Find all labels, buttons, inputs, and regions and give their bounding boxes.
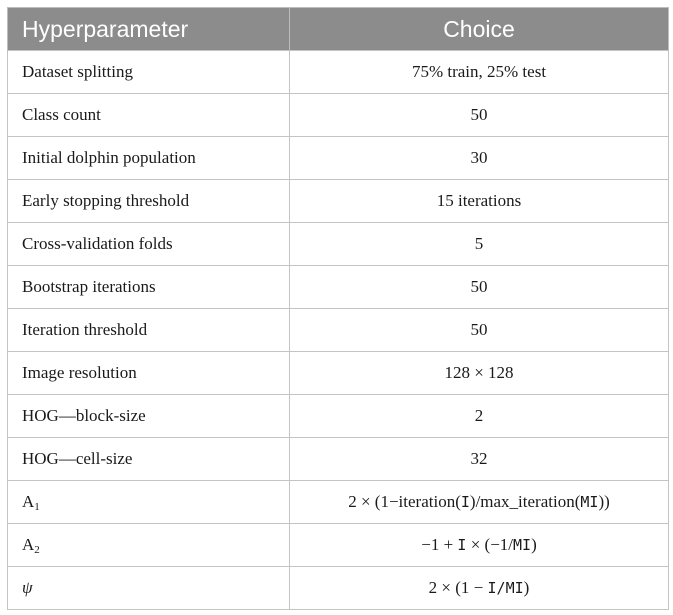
choice-cell: 50 [290, 266, 669, 309]
formula-mono: I [460, 493, 470, 511]
subscript-2: 2 [34, 543, 40, 556]
formula-part: × (−1/ [466, 535, 514, 554]
formula-part: )/max_iteration( [469, 492, 581, 511]
formula-mono: I [457, 536, 467, 554]
choice-cell: 50 [290, 309, 669, 352]
choice-cell-a2 [290, 524, 669, 567]
choice-cell: 15 iterations [290, 180, 669, 223]
param-cell-a1 [8, 481, 290, 524]
table-row [8, 94, 669, 137]
header-hyperparameter: Hyperparameter [8, 8, 290, 51]
table-row [8, 395, 669, 438]
table-row [8, 309, 669, 352]
param-cell: HOG—cell-size [8, 438, 290, 481]
choice-cell: 30 [290, 137, 669, 180]
choice-cell: 5 [290, 223, 669, 266]
param-cell: Early stopping threshold [8, 180, 290, 223]
symbol-a: A [22, 534, 35, 554]
symbol-a: A [22, 491, 35, 511]
param-cell: Initial dolphin population [8, 137, 290, 180]
formula-part: )) [598, 492, 610, 511]
formula-part: 2 × (1 − [428, 578, 488, 597]
param-cell: Cross-validation folds [8, 223, 290, 266]
table-row [8, 438, 669, 481]
hyperparameter-table [7, 7, 669, 610]
choice-cell: 128 × 128 [290, 352, 669, 395]
param-cell-a2 [8, 524, 290, 567]
table-row-a1 [8, 481, 669, 524]
choice-cell: 32 [290, 438, 669, 481]
table-row [8, 223, 669, 266]
choice-cell-a1 [290, 481, 669, 524]
table-row [8, 180, 669, 223]
table-row [8, 137, 669, 180]
table-row [8, 352, 669, 395]
table-row-psi [8, 567, 669, 610]
choice-cell: 2 [290, 395, 669, 438]
subscript-1: 1 [34, 500, 40, 513]
choice-cell: 75% train, 25% test [290, 51, 669, 94]
param-cell: HOG—block-size [8, 395, 290, 438]
table-row [8, 51, 669, 94]
param-cell-psi [8, 567, 290, 610]
table-row [8, 266, 669, 309]
param-cell: Image resolution [8, 352, 290, 395]
formula-part: ) [531, 535, 537, 554]
param-cell: Dataset splitting [8, 51, 290, 94]
formula-part: −1 + [421, 535, 458, 554]
formula-mono: MI [513, 536, 532, 554]
formula-part: 2 × (1−iteration( [348, 492, 461, 511]
param-cell: Class count [8, 94, 290, 137]
param-cell: Iteration threshold [8, 309, 290, 352]
header-choice: Choice [290, 8, 669, 51]
param-cell: Bootstrap iterations [8, 266, 290, 309]
table-header-row [8, 8, 669, 51]
table-row-a2 [8, 524, 669, 567]
formula-part: ) [523, 578, 530, 597]
formula-mono: I/MI [487, 579, 524, 597]
formula-mono: MI [580, 493, 599, 511]
symbol-psi: ψ [22, 578, 33, 597]
choice-cell-psi [290, 567, 669, 610]
choice-cell: 50 [290, 94, 669, 137]
